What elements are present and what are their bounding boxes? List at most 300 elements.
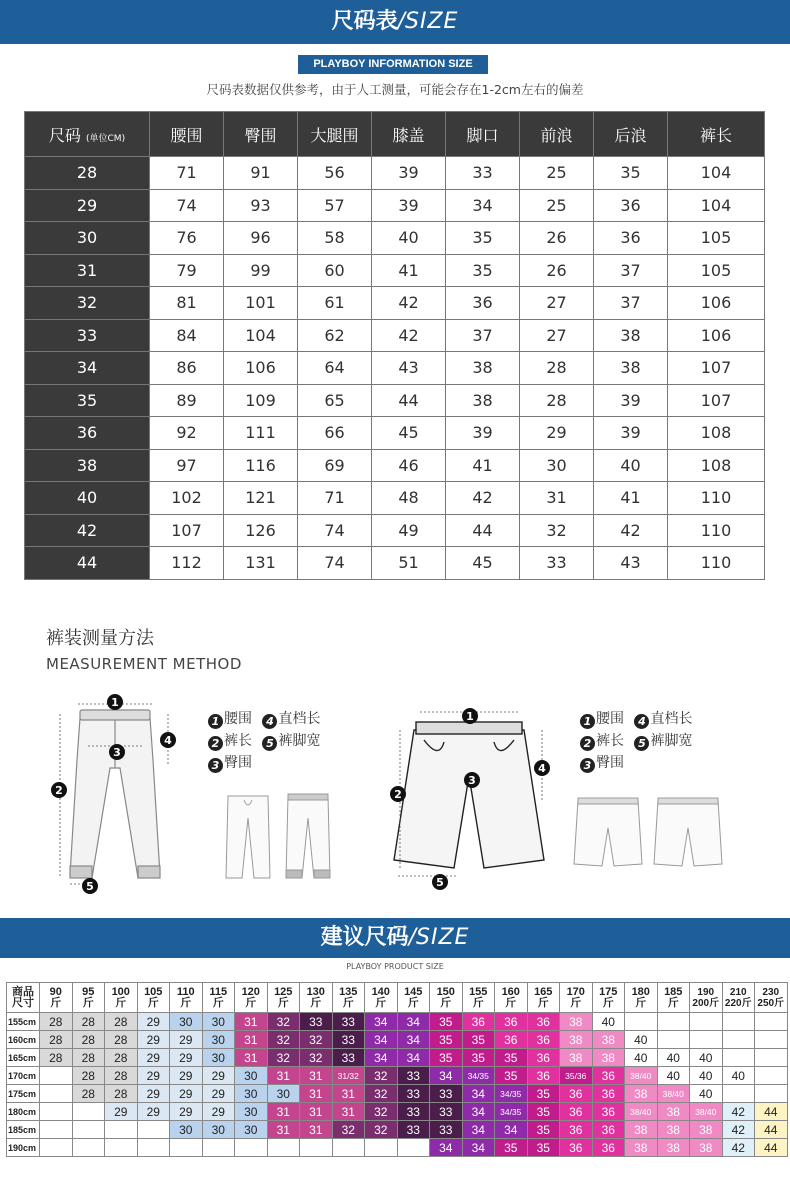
recommend-cell (300, 1139, 333, 1157)
weight-header (40, 983, 73, 1013)
recommend-cell: 29 (105, 1103, 138, 1121)
recommend-cell: 33 (332, 1049, 365, 1067)
weight-value: 160 (501, 985, 520, 998)
weight-value: 155 (469, 985, 488, 998)
table-row (25, 254, 765, 287)
recommend-cell: 38 (560, 1013, 593, 1031)
weight-unit: 斤 (277, 996, 289, 1009)
marker-5-icon: 5 (634, 736, 649, 751)
weight-header (72, 983, 105, 1013)
recommend-cell: 32 (300, 1031, 333, 1049)
weight-value: 115 (209, 985, 228, 998)
measure-cell: 43 (594, 547, 668, 580)
recommend-cell: 32 (365, 1121, 398, 1139)
weight-value: 165 (534, 985, 553, 998)
recommend-cell: 29 (170, 1085, 203, 1103)
measure-cell: 74 (150, 189, 224, 222)
height-label: 190cm (7, 1139, 40, 1157)
measure-cell: 42 (372, 287, 446, 320)
recommend-cell: 33 (430, 1121, 463, 1139)
recommend-cell: 30 (235, 1085, 268, 1103)
svg-text:1: 1 (111, 696, 119, 709)
size-cell: 30 (25, 222, 150, 255)
measure-cell: 41 (594, 482, 668, 515)
recommend-cell: 36 (592, 1085, 625, 1103)
weight-header (690, 983, 723, 1013)
unit-label: (单位CM) (86, 133, 126, 144)
size-table-header (25, 112, 765, 157)
recommend-cell: 38 (657, 1103, 690, 1121)
table-row (25, 157, 765, 190)
recommend-cell: 35 (527, 1085, 560, 1103)
recommend-cell (722, 1031, 755, 1049)
pants-diagram (40, 690, 190, 900)
header-title-cn: 尺码表 (331, 9, 398, 34)
recommend-cell: 34/35 (462, 1067, 495, 1085)
col-header-size-label: 尺码 (48, 125, 81, 145)
measure-cell: 39 (446, 417, 520, 450)
weight-value: 125 (274, 985, 293, 998)
recommend-cell: 34 (462, 1121, 495, 1139)
recommend-cell: 44 (755, 1139, 788, 1157)
recommend-cell: 32 (267, 1031, 300, 1049)
size-cell: 33 (25, 319, 150, 352)
marker-1-icon: 1 (580, 714, 595, 729)
recommend-cell: 29 (202, 1103, 235, 1121)
measure-cell: 112 (150, 547, 224, 580)
marker-2-icon: 2 (208, 736, 223, 751)
weight-unit: 斤 (180, 996, 192, 1009)
measure-cell: 38 (594, 319, 668, 352)
recommend-corner (7, 983, 40, 1013)
recommend-cell: 31 (332, 1085, 365, 1103)
recommend-cell: 32 (267, 1013, 300, 1031)
size-cell: 34 (25, 352, 150, 385)
weight-unit: 斤 (115, 996, 127, 1009)
weight-header (495, 983, 528, 1013)
recommend-cell: 29 (137, 1031, 170, 1049)
measure-cell: 31 (520, 482, 594, 515)
col-header-thigh: 大腿围 (298, 112, 372, 157)
recommend-cell (235, 1139, 268, 1157)
pants-legend (208, 708, 326, 774)
weight-header (625, 983, 658, 1013)
recommend-cell: 28 (105, 1067, 138, 1085)
size-cell: 35 (25, 384, 150, 417)
height-label: 160cm (7, 1031, 40, 1049)
recommend-cell: 32 (365, 1103, 398, 1121)
recommend-cell (40, 1067, 73, 1085)
weight-header (137, 983, 170, 1013)
weight-value: 140 (371, 985, 390, 998)
weight-header (430, 983, 463, 1013)
pants-thumbnails (218, 788, 348, 884)
recommend-cell: 31 (300, 1067, 333, 1085)
measure-cell: 92 (150, 417, 224, 450)
table-row (25, 384, 765, 417)
measure-cell: 108 (668, 449, 765, 482)
svg-text:5: 5 (436, 876, 444, 889)
svg-text:1: 1 (466, 710, 474, 723)
table-row (7, 1049, 788, 1067)
weight-value: 120 (241, 985, 260, 998)
weight-header (755, 983, 788, 1013)
col-header-hem: 脚口 (446, 112, 520, 157)
recommend-cell: 35 (462, 1049, 495, 1067)
recommend-title-en: SIZE (416, 925, 470, 950)
recommend-cell (657, 1031, 690, 1049)
recommend-cell: 40 (657, 1067, 690, 1085)
measure-cell: 41 (446, 449, 520, 482)
measure-cell: 42 (372, 319, 446, 352)
recommend-cell: 30 (202, 1049, 235, 1067)
weight-value: 175 (599, 985, 618, 998)
col-header-waist: 腰围 (150, 112, 224, 157)
measure-cell: 36 (594, 189, 668, 222)
measure-cell: 91 (224, 157, 298, 190)
measure-cell: 131 (224, 547, 298, 580)
header-banner (0, 0, 790, 44)
measure-cell: 107 (668, 352, 765, 385)
measure-cell: 36 (594, 222, 668, 255)
weight-unit: 斤 (602, 996, 614, 1009)
measure-cell: 60 (298, 254, 372, 287)
recommend-cell (755, 1085, 788, 1103)
recommend-cell: 36 (592, 1067, 625, 1085)
recommend-cell: 34 (430, 1067, 463, 1085)
recommend-cell (137, 1139, 170, 1157)
measure-cell: 76 (150, 222, 224, 255)
recommend-cell: 38 (560, 1049, 593, 1067)
recommend-cell: 35/36 (560, 1067, 593, 1085)
measure-cell: 25 (520, 189, 594, 222)
recommend-cell: 28 (105, 1013, 138, 1031)
recommend-cell: 36 (560, 1085, 593, 1103)
legend-length: 裤长 (596, 733, 624, 749)
weight-value: 170 (566, 985, 585, 998)
measure-cell: 86 (150, 352, 224, 385)
measure-cell: 106 (668, 319, 765, 352)
table-row (25, 287, 765, 320)
recommend-cell (755, 1031, 788, 1049)
svg-text:5: 5 (86, 880, 94, 893)
height-label: 180cm (7, 1103, 40, 1121)
measure-cell: 79 (150, 254, 224, 287)
weight-value: 185 (664, 985, 683, 998)
measure-cell: 45 (446, 547, 520, 580)
measure-cell: 99 (224, 254, 298, 287)
recommend-cell: 29 (137, 1085, 170, 1103)
recommend-cell: 32 (365, 1067, 398, 1085)
weight-unit: 斤 (635, 996, 647, 1009)
height-label: 165cm (7, 1049, 40, 1067)
measure-cell: 64 (298, 352, 372, 385)
marker-3-icon: 3 (208, 758, 223, 773)
recommend-cell: 28 (105, 1031, 138, 1049)
recommend-cell: 28 (40, 1013, 73, 1031)
size-cell: 29 (25, 189, 150, 222)
measure-cell: 121 (224, 482, 298, 515)
svg-text:3: 3 (468, 774, 476, 787)
recommend-cell: 33 (332, 1031, 365, 1049)
col-header-hip: 臀围 (224, 112, 298, 157)
recommend-cell: 35 (430, 1049, 463, 1067)
measure-cell: 28 (520, 352, 594, 385)
recommend-cell: 31/32 (332, 1067, 365, 1085)
table-row (7, 1013, 788, 1031)
recommend-cell: 36 (495, 1031, 528, 1049)
weight-value: 150 (436, 985, 455, 998)
weight-value: 190 (697, 986, 715, 998)
recommend-cell (40, 1121, 73, 1139)
recommend-cell: 31 (235, 1031, 268, 1049)
recommend-cell (722, 1085, 755, 1103)
recommend-cell: 40 (690, 1085, 723, 1103)
shorts-diagram (384, 700, 554, 890)
measure-cell: 33 (520, 547, 594, 580)
recommend-cell: 38/40 (690, 1103, 723, 1121)
weight-unit: 斤 (50, 996, 62, 1009)
recommend-cell: 35 (527, 1103, 560, 1121)
weight-unit: 220斤 (724, 997, 752, 1009)
recommend-cell: 42 (722, 1103, 755, 1121)
measure-cell: 71 (298, 482, 372, 515)
measure-cell: 38 (446, 352, 520, 385)
measure-cell: 110 (668, 482, 765, 515)
height-label: 185cm (7, 1121, 40, 1139)
recommend-cell: 40 (592, 1013, 625, 1031)
recommend-cell: 34 (397, 1049, 430, 1067)
weight-unit: 斤 (667, 996, 679, 1009)
recommend-cell: 40 (690, 1067, 723, 1085)
legend-hem: 裤脚宽 (278, 733, 321, 749)
height-label: 170cm (7, 1067, 40, 1085)
recommend-cell: 34 (365, 1013, 398, 1031)
recommend-cell: 30 (170, 1121, 203, 1139)
measure-cell: 104 (668, 189, 765, 222)
table-row (25, 449, 765, 482)
disclaimer-note: 尺码表数据仅供参考，由于人工测量，可能会存在1-2cm左右的偏差 (206, 82, 584, 97)
recommend-cell: 38 (625, 1121, 658, 1139)
measure-cell: 105 (668, 222, 765, 255)
recommend-cell: 36 (495, 1013, 528, 1031)
weight-unit: 斤 (472, 996, 484, 1009)
recommend-cell: 30 (235, 1067, 268, 1085)
recommend-cell: 40 (690, 1049, 723, 1067)
measure-cell: 65 (298, 384, 372, 417)
measure-cell: 46 (372, 449, 446, 482)
weight-unit: 斤 (505, 996, 517, 1009)
size-cell: 28 (25, 157, 150, 190)
weight-header (527, 983, 560, 1013)
recommend-cell: 38 (690, 1121, 723, 1139)
measure-cell: 35 (446, 222, 520, 255)
weight-header (170, 983, 203, 1013)
measure-cell: 74 (298, 514, 372, 547)
weight-unit: 斤 (375, 996, 387, 1009)
measure-cell: 27 (520, 319, 594, 352)
recommend-cell: 30 (170, 1013, 203, 1031)
measure-cell: 32 (520, 514, 594, 547)
recommend-cell (137, 1121, 170, 1139)
marker-5-icon: 5 (262, 736, 277, 751)
measure-cell: 44 (372, 384, 446, 417)
recommend-cell: 28 (105, 1085, 138, 1103)
recommend-cell: 30 (202, 1013, 235, 1031)
recommend-cell: 33 (397, 1085, 430, 1103)
measure-cell: 71 (150, 157, 224, 190)
weight-unit: 斤 (537, 996, 549, 1009)
recommend-cell: 36 (462, 1013, 495, 1031)
weight-value: 135 (339, 985, 358, 998)
marker-4-icon: 4 (262, 714, 277, 729)
weight-header (657, 983, 690, 1013)
measure-cell: 74 (298, 547, 372, 580)
recommend-cell (722, 1013, 755, 1031)
measure-cell: 35 (446, 254, 520, 287)
weight-header (332, 983, 365, 1013)
recommend-cell (690, 1013, 723, 1031)
recommend-cell: 35 (495, 1049, 528, 1067)
recommend-cell: 34 (397, 1031, 430, 1049)
weight-value: 100 (111, 985, 130, 998)
recommend-cell: 30 (235, 1121, 268, 1139)
recommend-cell (202, 1139, 235, 1157)
weight-header (592, 983, 625, 1013)
measure-cell: 37 (446, 319, 520, 352)
recommend-cell (722, 1049, 755, 1067)
measure-cell: 126 (224, 514, 298, 547)
size-cell: 38 (25, 449, 150, 482)
recommend-cell: 31 (267, 1121, 300, 1139)
col-header-front-rise: 前浪 (520, 112, 594, 157)
recommend-cell (40, 1103, 73, 1121)
recommend-cell: 34 (430, 1139, 463, 1157)
size-table (24, 111, 765, 580)
recommend-cell (72, 1121, 105, 1139)
measure-cell: 42 (594, 514, 668, 547)
measure-cell: 106 (668, 287, 765, 320)
weight-value: 130 (306, 985, 325, 998)
recommend-cell: 38/40 (625, 1067, 658, 1085)
weight-unit: 斤 (310, 996, 322, 1009)
measure-cell: 62 (298, 319, 372, 352)
table-row (25, 189, 765, 222)
measure-cell: 43 (372, 352, 446, 385)
recommend-cell: 38 (592, 1049, 625, 1067)
measure-cell: 116 (224, 449, 298, 482)
recommend-cell: 28 (105, 1049, 138, 1067)
weight-value: 210 (729, 986, 747, 998)
measure-cell: 36 (446, 287, 520, 320)
measure-cell: 110 (668, 514, 765, 547)
table-row (25, 417, 765, 450)
measure-cell: 107 (150, 514, 224, 547)
recommend-cell (690, 1031, 723, 1049)
recommend-cell: 42 (722, 1121, 755, 1139)
size-cell: 32 (25, 287, 150, 320)
recommend-cell: 44 (755, 1103, 788, 1121)
marker-1-icon: 1 (208, 714, 223, 729)
table-row (7, 1067, 788, 1085)
measure-cell: 44 (446, 514, 520, 547)
measure-cell: 34 (446, 189, 520, 222)
weight-header (462, 983, 495, 1013)
measure-cell: 45 (372, 417, 446, 450)
measure-cell: 28 (520, 384, 594, 417)
table-row (25, 319, 765, 352)
brand-label: PLAYBOY INFORMATION SIZE (298, 55, 488, 74)
weight-header (300, 983, 333, 1013)
legend-hem: 裤脚宽 (650, 733, 693, 749)
col-header-knee: 膝盖 (372, 112, 446, 157)
measure-cell: 41 (372, 254, 446, 287)
measure-cell: 81 (150, 287, 224, 320)
measure-cell: 37 (594, 287, 668, 320)
recommend-cell: 38 (690, 1139, 723, 1157)
legend-hip: 臀围 (224, 755, 252, 771)
weight-value: 230 (762, 986, 780, 998)
recommend-cell: 36 (560, 1103, 593, 1121)
shorts-thumbnails (572, 794, 732, 874)
weight-unit: 斤 (407, 996, 419, 1009)
recommend-cell (72, 1139, 105, 1157)
measure-cell: 51 (372, 547, 446, 580)
recommend-cell (40, 1085, 73, 1103)
recommend-cell: 35 (495, 1139, 528, 1157)
measure-cell: 104 (668, 157, 765, 190)
legend-rise: 直档长 (278, 711, 321, 727)
legend-rise: 直档长 (650, 711, 693, 727)
recommend-title-cn: 建议尺码 (320, 925, 409, 950)
recommend-cell: 38 (657, 1139, 690, 1157)
measure-cell: 96 (224, 222, 298, 255)
weight-header (722, 983, 755, 1013)
weight-value: 105 (144, 985, 163, 998)
recommend-cell: 35 (430, 1013, 463, 1031)
legend-length: 裤长 (224, 733, 252, 749)
height-label: 175cm (7, 1085, 40, 1103)
weight-unit: 斤 (570, 996, 582, 1009)
svg-text:2: 2 (55, 784, 63, 797)
weight-unit: 斤 (212, 996, 224, 1009)
recommend-cell (72, 1103, 105, 1121)
col-header-length: 裤长 (668, 112, 765, 157)
recommend-cell: 28 (72, 1031, 105, 1049)
measure-cell: 38 (594, 352, 668, 385)
recommend-cell: 40 (657, 1049, 690, 1067)
recommend-cell: 29 (202, 1067, 235, 1085)
legend-hip: 臀围 (596, 755, 624, 771)
recommend-cell: 36 (527, 1049, 560, 1067)
measure-cell: 102 (150, 482, 224, 515)
measure-cell: 109 (224, 384, 298, 417)
measure-cell: 110 (668, 547, 765, 580)
recommend-cell: 40 (625, 1031, 658, 1049)
recommend-cell: 29 (170, 1031, 203, 1049)
svg-text:3: 3 (113, 746, 121, 759)
size-cell: 40 (25, 482, 150, 515)
recommend-cell: 34 (462, 1085, 495, 1103)
recommend-cell (755, 1049, 788, 1067)
weight-unit: 250斤 (757, 997, 785, 1009)
size-cell: 44 (25, 547, 150, 580)
header-separator: / (397, 9, 405, 34)
size-cell: 31 (25, 254, 150, 287)
recommend-separator: / (408, 925, 416, 950)
height-label: 155cm (7, 1013, 40, 1031)
measure-cell: 39 (594, 384, 668, 417)
